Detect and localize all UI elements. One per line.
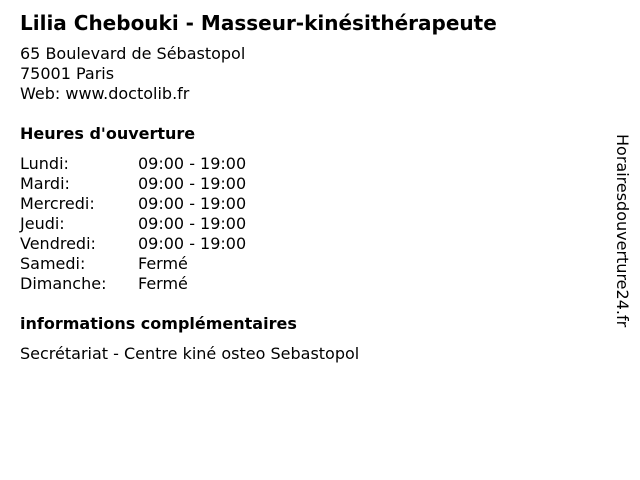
- website-line: Web: www.doctolib.fr: [20, 84, 190, 103]
- hours-value: 09:00 - 19:00: [138, 194, 247, 213]
- additional-info-heading: informations complémentaires: [20, 314, 297, 333]
- address-block: [20, 44, 245, 104]
- day-label: Vendredi:: [20, 234, 96, 253]
- day-label: Mercredi:: [20, 194, 95, 213]
- hours-value: 09:00 - 19:00: [138, 174, 247, 193]
- day-label: Samedi:: [20, 254, 86, 273]
- hours-value: Fermé: [138, 254, 188, 273]
- address-street: 65 Boulevard de Sébastopol: [20, 44, 246, 63]
- opening-hours-heading: Heures d'ouverture: [20, 124, 196, 143]
- site-watermark: Horairesdouverture24.fr: [613, 134, 632, 328]
- day-label: Mardi:: [20, 174, 70, 193]
- additional-info-text: Secrétariat - Centre kiné osteo Sebastopol: [20, 344, 360, 363]
- hours-value: Fermé: [138, 274, 188, 293]
- day-label: Dimanche:: [20, 274, 107, 293]
- hours-value: 09:00 - 19:00: [138, 154, 247, 173]
- day-label: Jeudi:: [20, 214, 65, 233]
- business-name: Lilia Chebouki - Masseur-kinésithérapeute: [20, 11, 497, 35]
- hours-value: 09:00 - 19:00: [138, 214, 247, 233]
- day-label: Lundi:: [20, 154, 69, 173]
- address-city: 75001 Paris: [20, 64, 115, 83]
- hours-value: 09:00 - 19:00: [138, 234, 247, 253]
